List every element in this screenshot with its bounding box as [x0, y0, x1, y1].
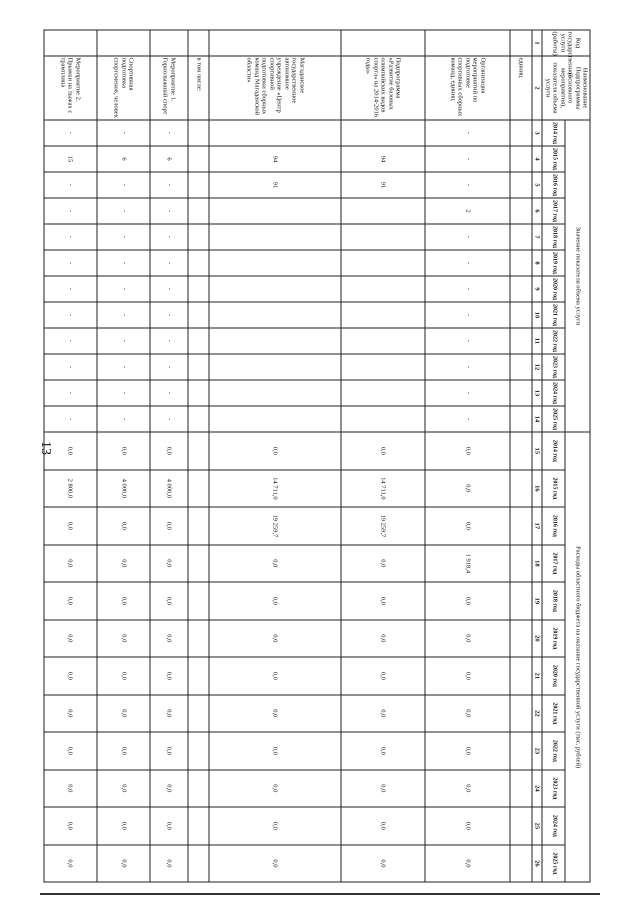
volume-cell: -	[425, 146, 509, 172]
volume-cell: -	[97, 172, 150, 198]
expense-cell	[510, 695, 532, 733]
year-header: 2024 год	[542, 380, 565, 406]
volume-cell: 15	[44, 146, 97, 172]
column-number: 22	[532, 695, 542, 733]
expense-cell: 0,0	[341, 845, 425, 883]
volume-cell: -	[150, 354, 188, 380]
volume-cell	[188, 276, 210, 302]
expense-cell: 0,0	[44, 732, 97, 770]
expense-cell	[510, 770, 532, 808]
volume-cell	[510, 172, 532, 198]
volume-cell: -	[425, 224, 509, 250]
column-number: 10	[532, 302, 542, 328]
expense-cell: 0,0	[209, 582, 340, 620]
volume-cell	[341, 250, 425, 276]
page-number: 13	[38, 441, 53, 455]
volume-cell: -	[425, 406, 509, 432]
year-header: 2018 год	[542, 224, 565, 250]
column-number: 8	[532, 250, 542, 276]
expense-cell: 0,0	[97, 770, 150, 808]
expense-cell: 0,0	[150, 582, 188, 620]
expense-cell: 0,0	[44, 432, 97, 470]
header-expense-group: Расходы областного бюджета на оказание государственной услуги (тыс. рублей)	[565, 432, 590, 882]
volume-cell: -	[425, 302, 509, 328]
expense-cell: 0,0	[209, 620, 340, 658]
volume-cell	[188, 328, 210, 354]
volume-cell	[188, 354, 210, 380]
expense-cell	[188, 807, 210, 845]
expense-cell	[188, 845, 210, 883]
volume-cell	[510, 380, 532, 406]
expense-cell: 14 711,0	[209, 470, 340, 508]
expense-cell: 0,0	[209, 695, 340, 733]
volume-cell	[510, 120, 532, 146]
expense-cell: 0,0	[209, 432, 340, 470]
expense-cell: 0,0	[150, 770, 188, 808]
expense-cell: 0,0	[97, 545, 150, 583]
expense-cell: 0,0	[341, 432, 425, 470]
volume-cell: -	[97, 406, 150, 432]
column-number: 26	[532, 845, 542, 883]
expense-cell	[188, 770, 210, 808]
row-code-cell	[209, 30, 340, 56]
row-name-cell: Подпрограмма «Развитие базовых олимпийских видов спорта» на 2014-2016 годы»	[341, 56, 425, 120]
volume-cell	[341, 380, 425, 406]
expense-cell: 0,0	[150, 657, 188, 695]
table-container	[59, 30, 590, 875]
table-row	[44, 30, 97, 882]
expense-cell: 19 259,7	[341, 507, 425, 545]
expense-cell: 0,0	[425, 432, 509, 470]
volume-cell: -	[150, 406, 188, 432]
column-number: 11	[532, 328, 542, 354]
expense-cell	[510, 657, 532, 695]
volume-cell	[341, 328, 425, 354]
expense-cell: 0,0	[97, 582, 150, 620]
expense-cell: 0,0	[425, 845, 509, 883]
column-number: 18	[532, 545, 542, 583]
volume-cell: 91	[209, 172, 340, 198]
column-number: 15	[532, 432, 542, 470]
expense-cell: 0,0	[97, 695, 150, 733]
volume-cell	[341, 276, 425, 302]
volume-cell	[209, 380, 340, 406]
volume-cell: -	[425, 172, 509, 198]
row-code-cell	[510, 30, 532, 56]
volume-cell	[510, 250, 532, 276]
expense-cell: 0,0	[150, 732, 188, 770]
volume-cell: -	[425, 276, 509, 302]
expense-cell: 0,0	[44, 620, 97, 658]
expense-cell: 0,0	[209, 545, 340, 583]
expense-cell: 0,0	[150, 845, 188, 883]
column-number: 25	[532, 807, 542, 845]
expense-cell: 4 000,0	[150, 470, 188, 508]
column-number: 9	[532, 276, 542, 302]
expense-cell: 0,0	[150, 545, 188, 583]
volume-cell: -	[425, 328, 509, 354]
row-name-cell: Спортивная подготовка спортсменов, человек	[97, 56, 150, 120]
expense-cell	[510, 507, 532, 545]
table-row	[188, 30, 210, 882]
volume-cell	[209, 276, 340, 302]
year-header: 2023 год	[542, 354, 565, 380]
volume-cell: -	[44, 120, 97, 146]
volume-cell: -	[150, 302, 188, 328]
volume-cell	[188, 302, 210, 328]
volume-cell	[510, 328, 532, 354]
year-header: 2017 год	[542, 198, 565, 224]
expense-cell: 0,0	[44, 657, 97, 695]
volume-cell	[341, 354, 425, 380]
column-number: 17	[532, 507, 542, 545]
volume-cell: -	[97, 276, 150, 302]
year-header: 2020 год	[542, 276, 565, 302]
volume-cell	[209, 302, 340, 328]
column-number: 24	[532, 770, 542, 808]
row-code-cell	[97, 30, 150, 56]
expense-cell: 0,0	[425, 582, 509, 620]
year-header: 2015 год	[542, 470, 565, 508]
expense-cell: 0,0	[97, 432, 150, 470]
expense-cell	[510, 470, 532, 508]
expense-cell: 0,0	[150, 620, 188, 658]
volume-cell	[510, 276, 532, 302]
volume-cell: -	[150, 120, 188, 146]
volume-cell	[209, 198, 340, 224]
volume-cell: -	[97, 198, 150, 224]
expense-cell	[188, 695, 210, 733]
volume-cell	[188, 250, 210, 276]
expense-cell: 0,0	[341, 657, 425, 695]
expense-cell: 0,0	[425, 695, 509, 733]
column-number: 3	[532, 120, 542, 146]
volume-cell	[510, 354, 532, 380]
volume-cell: -	[97, 120, 150, 146]
row-code-cell	[425, 30, 509, 56]
column-number: 20	[532, 620, 542, 658]
expense-cell: 0,0	[44, 507, 97, 545]
expense-cell: 2 800,0	[44, 470, 97, 508]
expense-cell: 0,0	[425, 732, 509, 770]
expense-cell	[188, 545, 210, 583]
year-header: 2017 год	[542, 545, 565, 583]
volume-cell	[188, 380, 210, 406]
volume-cell: -	[44, 198, 97, 224]
expense-cell: 0,0	[425, 770, 509, 808]
expense-cell: 0,0	[425, 657, 509, 695]
expense-cell: 0,0	[44, 770, 97, 808]
expense-cell	[188, 507, 210, 545]
expense-cell: 0,0	[44, 807, 97, 845]
year-header: 2019 год	[542, 620, 565, 658]
expense-cell	[188, 470, 210, 508]
year-header: 2025 год	[542, 406, 565, 432]
expense-cell: 0,0	[97, 507, 150, 545]
volume-cell: -	[44, 406, 97, 432]
expense-cell	[510, 807, 532, 845]
table-row	[97, 30, 150, 882]
expense-cell: 0,0	[209, 770, 340, 808]
volume-cell: -	[44, 302, 97, 328]
volume-cell	[209, 224, 340, 250]
column-number: 21	[532, 657, 542, 695]
table-row	[425, 30, 509, 882]
expense-cell	[188, 732, 210, 770]
column-number: 19	[532, 582, 542, 620]
row-name-cell: Мероприятие 1. Горнолыжный спорт	[150, 56, 188, 120]
expense-cell: 0,0	[425, 807, 509, 845]
row-name-cell: Магаданское государственное автономное учреждение «Центр спортивной подготовки сборных команд Магаданской области»	[209, 56, 340, 120]
volume-cell: -	[425, 250, 509, 276]
row-name-cell: единиц	[510, 56, 532, 120]
row-code-cell	[44, 30, 97, 56]
volume-cell	[341, 406, 425, 432]
column-number: 2	[532, 56, 542, 120]
expense-cell	[510, 582, 532, 620]
volume-cell	[341, 198, 425, 224]
volume-cell: -	[425, 380, 509, 406]
year-header: 2019 год	[542, 250, 565, 276]
volume-cell: -	[97, 354, 150, 380]
volume-cell	[209, 328, 340, 354]
column-number: 12	[532, 354, 542, 380]
volume-cell: -	[44, 328, 97, 354]
expense-cell: 0,0	[44, 545, 97, 583]
volume-cell	[188, 406, 210, 432]
expense-cell: 19 259,7	[209, 507, 340, 545]
volume-cell: -	[44, 224, 97, 250]
expense-cell	[188, 432, 210, 470]
volume-cell: -	[150, 172, 188, 198]
expense-cell: 0,0	[341, 807, 425, 845]
expense-cell	[510, 732, 532, 770]
expense-cell	[510, 545, 532, 583]
expense-cell: 0,0	[44, 582, 97, 620]
volume-cell: 94	[209, 146, 340, 172]
expense-cell: 14 711,0	[341, 470, 425, 508]
expense-cell: 0,0	[209, 807, 340, 845]
table-row	[341, 30, 425, 882]
volume-cell: -	[150, 224, 188, 250]
row-name-cell: в том числе:	[188, 56, 210, 120]
volume-cell	[188, 198, 210, 224]
volume-cell: 91	[341, 172, 425, 198]
expense-cell: 0,0	[97, 620, 150, 658]
expense-cell: 0,0	[150, 807, 188, 845]
row-code-cell	[341, 30, 425, 56]
expense-cell	[188, 620, 210, 658]
year-header: 2025 год	[542, 845, 565, 883]
expense-cell: 0,0	[209, 732, 340, 770]
expense-cell	[188, 657, 210, 695]
column-number: 5	[532, 172, 542, 198]
year-header: 2024 год	[542, 807, 565, 845]
volume-cell	[188, 224, 210, 250]
expense-cell: 0,0	[209, 657, 340, 695]
header-volume-group: Значение показателя объема услуги	[565, 120, 590, 432]
expense-cell: 0,0	[97, 732, 150, 770]
year-header: 2015 год	[542, 146, 565, 172]
year-header: 2021 год	[542, 302, 565, 328]
volume-cell: -	[97, 380, 150, 406]
column-number: 6	[532, 198, 542, 224]
volume-cell	[209, 250, 340, 276]
year-header: 2023 год	[542, 770, 565, 808]
expense-cell: 0,0	[341, 582, 425, 620]
volume-cell	[209, 406, 340, 432]
expense-cell	[510, 432, 532, 470]
volume-cell: -	[44, 172, 97, 198]
volume-cell	[209, 354, 340, 380]
expense-cell: 1 918,4	[425, 545, 509, 583]
volume-cell	[341, 302, 425, 328]
volume-cell: 94	[341, 146, 425, 172]
volume-cell: -	[150, 250, 188, 276]
header-name: Наименование Подпрограммы (основного мероприятия), показателя объема услуги	[542, 56, 590, 120]
expense-cell: 0,0	[425, 620, 509, 658]
row-code-cell	[150, 30, 188, 56]
volume-cell: -	[425, 354, 509, 380]
volume-cell	[188, 120, 210, 146]
volume-cell: 2	[425, 198, 509, 224]
expense-cell: 0,0	[341, 695, 425, 733]
year-header: 2022 год	[542, 732, 565, 770]
volume-cell: 6	[150, 146, 188, 172]
year-header: 2018 год	[542, 582, 565, 620]
volume-cell: -	[150, 380, 188, 406]
expense-cell: 0,0	[44, 695, 97, 733]
volume-cell: -	[97, 250, 150, 276]
volume-cell: -	[97, 224, 150, 250]
volume-cell	[188, 146, 210, 172]
table-row	[510, 30, 532, 882]
expense-cell: 0,0	[44, 845, 97, 883]
volume-cell: -	[97, 302, 150, 328]
expense-cell: 0,0	[209, 845, 340, 883]
expense-cell: 0,0	[341, 620, 425, 658]
column-number: 1	[532, 30, 542, 56]
volume-cell	[510, 302, 532, 328]
volume-cell: 6	[97, 146, 150, 172]
year-header: 2014 год	[542, 120, 565, 146]
expense-cell: 0,0	[341, 732, 425, 770]
year-header: 2020 год	[542, 657, 565, 695]
year-header: 2016 год	[542, 172, 565, 198]
year-header: 2014 год	[542, 432, 565, 470]
volume-cell: -	[44, 276, 97, 302]
expense-cell: 0,0	[425, 470, 509, 508]
volume-cell	[188, 172, 210, 198]
volume-cell	[341, 120, 425, 146]
volume-cell	[510, 198, 532, 224]
volume-cell: -	[97, 328, 150, 354]
expense-cell: 0,0	[97, 807, 150, 845]
volume-cell	[510, 406, 532, 432]
column-number: 16	[532, 470, 542, 508]
row-name-cell: Мероприятие 2. Прыжки на лыжах с трамплина	[44, 56, 97, 120]
volume-cell: -	[150, 328, 188, 354]
budget-table	[43, 30, 590, 883]
volume-cell: -	[150, 276, 188, 302]
year-header: 2021 год	[542, 695, 565, 733]
expense-cell: 0,0	[97, 657, 150, 695]
expense-cell	[510, 620, 532, 658]
column-number: 23	[532, 732, 542, 770]
row-code-cell	[188, 30, 210, 56]
volume-cell	[510, 224, 532, 250]
expense-cell: 0,0	[150, 695, 188, 733]
year-header: 2016 год	[542, 507, 565, 545]
header-code: Код государственной услуги (работы)	[542, 30, 590, 56]
expense-cell: 0,0	[150, 432, 188, 470]
expense-cell: 0,0	[425, 507, 509, 545]
volume-cell: -	[425, 120, 509, 146]
expense-cell: 0,0	[97, 845, 150, 883]
page-bottom-rule	[40, 893, 600, 895]
column-number: 14	[532, 406, 542, 432]
volume-cell: -	[44, 354, 97, 380]
column-number: 13	[532, 380, 542, 406]
volume-cell: -	[44, 380, 97, 406]
volume-cell: -	[150, 198, 188, 224]
expense-cell: 0,0	[341, 770, 425, 808]
expense-cell: 0,0	[150, 507, 188, 545]
row-name-cell: Организация мероприятий по подготовке спортивных сборных команд, единиц	[425, 56, 509, 120]
column-number: 7	[532, 224, 542, 250]
volume-cell	[510, 146, 532, 172]
expense-cell: 0,0	[341, 545, 425, 583]
expense-cell	[510, 845, 532, 883]
expense-cell	[188, 582, 210, 620]
volume-cell: -	[44, 250, 97, 276]
column-number: 4	[532, 146, 542, 172]
volume-cell	[341, 224, 425, 250]
table-row	[209, 30, 340, 882]
year-header: 2022 год	[542, 328, 565, 354]
expense-cell: 4 000,0	[97, 470, 150, 508]
volume-cell	[209, 120, 340, 146]
table-row	[150, 30, 188, 882]
